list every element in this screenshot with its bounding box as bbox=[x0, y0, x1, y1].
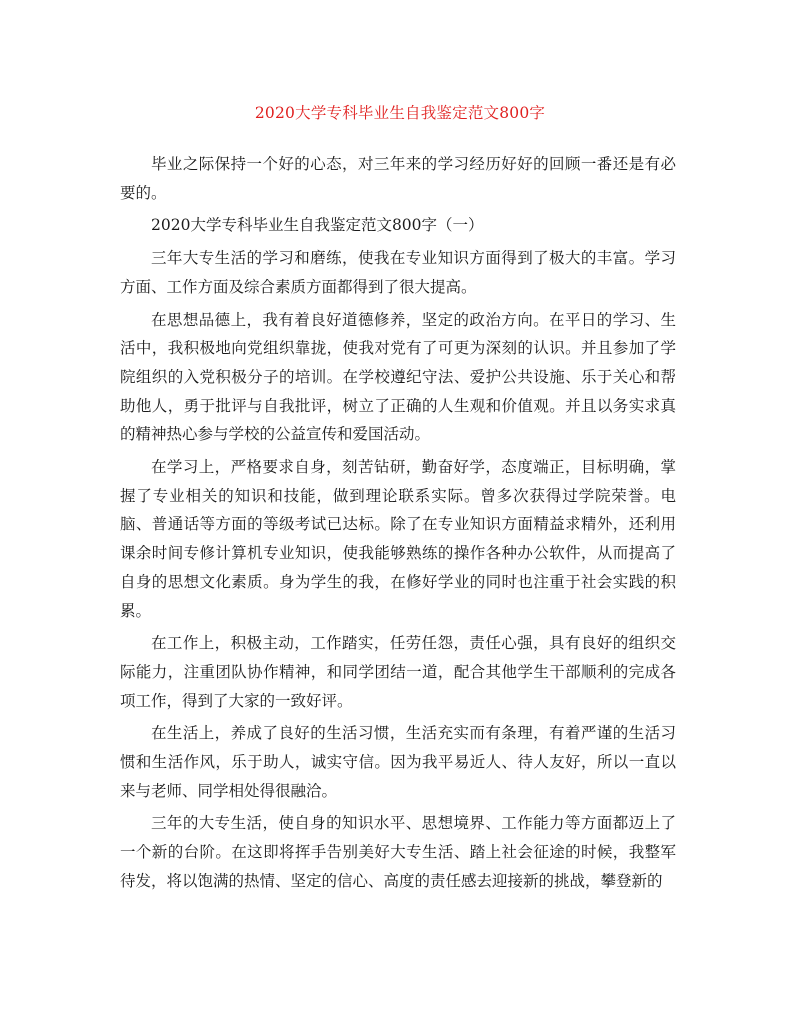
body-paragraph: 在生活上，养成了良好的生活习惯，生活充实而有条理，有着严谨的生活习惯和生活作风，乐于助人，诚实守信。因为我平易近人、待人友好，所以一直以来与老师、同学相处得很融洽。 bbox=[120, 724, 676, 800]
body-paragraph: 三年的大专生活，使自身的知识水平、思想境界、工作能力等方面都迈上了一个新的台阶。在这即将挥手告别美好大专生活、踏上社会征途的时候，我整军待发，将以饱满的热情、坚定的信心、高度的责任感去迎接新的挑战，攀登新的 bbox=[120, 814, 676, 890]
document-body bbox=[120, 150, 676, 900]
section-heading: 2020大学专科毕业生自我鉴定范文800字（一） bbox=[151, 216, 484, 235]
body-paragraph: 在思想品德上，我有着良好道德修养，坚定的政治方向。在平日的学习、生活中，我积极地向党组织靠拢，使我对党有了可更为深刻的认识。并且参加了学院组织的入党积极分子的培训。在学校遵纪守法、爱护公共设施、乐于关心和帮助他人，勇于批评与自我批评，树立了正确的人生观和价值观。并且以务实求真的精神热心参与学校的公益宣传和爱国活动。 bbox=[120, 310, 676, 444]
intro-paragraph: 毕业之际保持一个好的心态，对三年来的学习经历好好的回顾一番还是有必要的。 bbox=[120, 155, 676, 202]
document-title: 2020大学专科毕业生自我鉴定范文800字 bbox=[254, 104, 546, 122]
body-paragraph: 三年大专生活的学习和磨练，使我在专业知识方面得到了极大的丰富。学习方面、工作方面及综合素质方面都得到了很大提高。 bbox=[120, 249, 676, 296]
body-paragraph: 在学习上，严格要求自身，刻苦钻研，勤奋好学，态度端正，目标明确，掌握了专业相关的知识和技能，做到理论联系实际。曾多次获得过学院荣誉。电脑、普通话等方面的等级考试已达标。除了在专业知识方面精益求精外，还利用课余时间专修计算机专业知识，使我能够熟练的操作各种办公软件，从而提高了自身的思想文化素质。身为学生的我，在修好学业的同时也注重于社会实践的积累。 bbox=[120, 458, 676, 620]
body-paragraph: 在工作上，积极主动，工作踏实，任劳任怨，责任心强，具有良好的组织交际能力，注重团队协作精神，和同学团结一道，配合其他学生干部顺利的完成各项工作，得到了大家的一致好评。 bbox=[120, 634, 676, 710]
